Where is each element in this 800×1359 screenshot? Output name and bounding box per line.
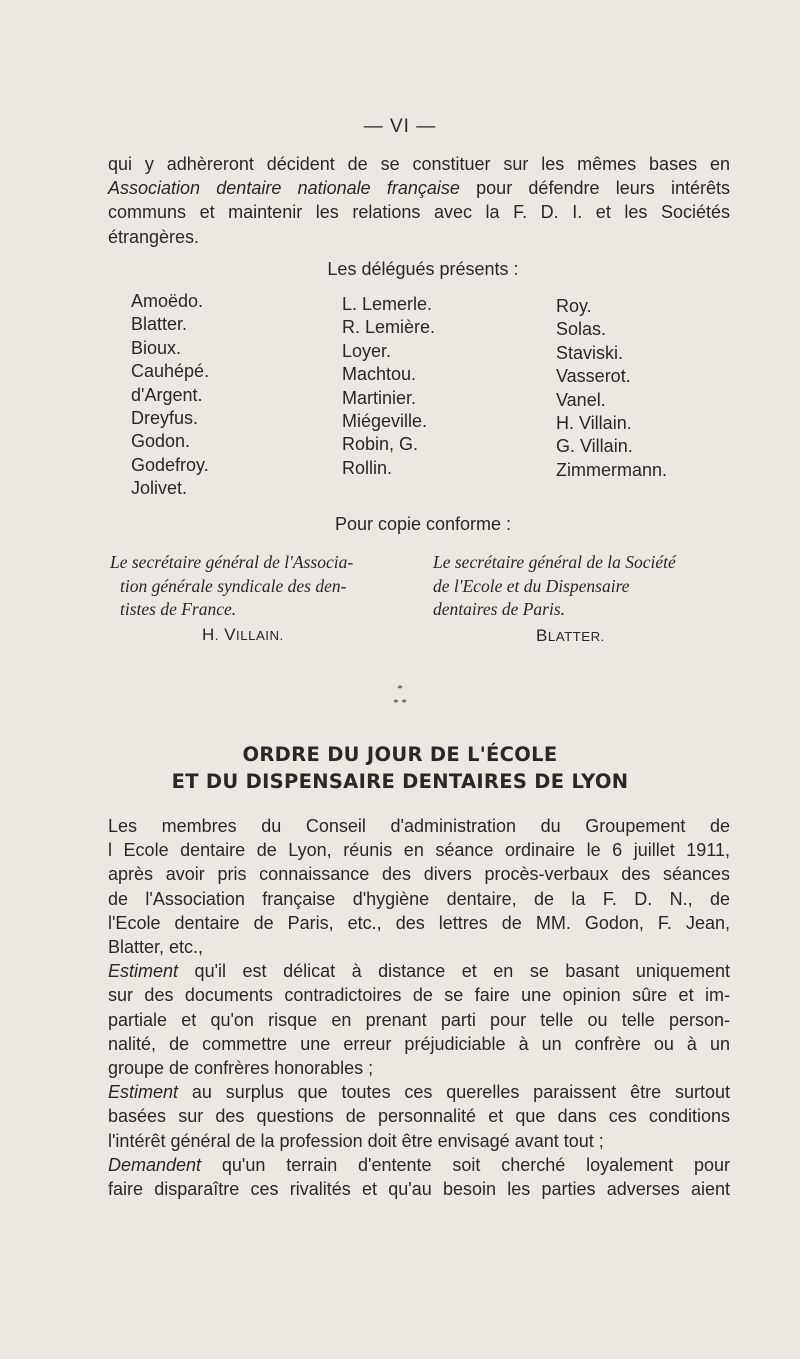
delegate-name: Zimmermann. [556,459,668,480]
text-line [108,176,730,200]
text-line [108,200,730,224]
text-line [108,1032,730,1056]
signature-right-title [433,551,676,622]
text-line [108,959,730,983]
intro-paragraph [108,152,730,249]
body-text [108,814,730,1201]
text-run: Les membres du Conseil d'administration du Groupement de [108,816,730,836]
text-run: faire disparaître ces rivalités et qu'au besoin les parties adverses aient [108,1179,730,1200]
delegates-column-1 [131,290,209,501]
paragraph [108,1153,730,1201]
delegate-name: R. Lemière. [342,317,436,338]
delegate-name: Bioux. [131,337,182,358]
text-line [108,1129,730,1153]
italic-text: Estiment [108,1082,179,1103]
text-run: l Ecole dentaire de Lyon, réunis en séance ordinaire le 6 juillet 1911, [108,840,730,861]
text-line [108,935,730,959]
delegates-column-2 [342,293,435,480]
paragraph [108,814,730,959]
text-run: partiale et qu'on risque en prenant parti pour telle ou telle person- [108,1009,730,1030]
page-number: — VI — [363,116,437,137]
delegate-name: Vasserot. [556,366,631,387]
delegate-name: Roy. [556,296,592,316]
delegate-name: d'Argent. [131,384,203,405]
delegate-name: G. Villain. [556,436,633,457]
text-run: qui y adhèreront décident de se constituer sur les mêmes bases en [108,154,730,174]
signature-title-line: dentaires de Paris. [433,599,566,619]
text-run: pour défendre leurs intérêts [459,178,731,199]
signature-title-line: Le secrétaire général de l'Associa- [110,552,354,572]
copy-heading: Pour copie conforme : [334,514,512,534]
separator-star-top: * [397,683,403,695]
signature-title-line: tion générale syndicale des den- [120,575,347,596]
signature-title-line: tistes de France. [120,599,237,619]
signature-title-line: Le secrétaire général de la Société [433,552,676,572]
delegate-name: Godefroy. [131,454,209,475]
section-title-line-1: ORDRE DU JOUR DE L'ÉCOLE [242,743,558,766]
delegate-name: Machtou. [342,364,417,385]
text-line [108,1056,730,1080]
text-run: communs et maintenir les relations avec la F. D. I. et les Sociétés [108,202,730,223]
text-line [108,152,730,176]
delegate-name: Staviski. [556,342,624,363]
separator-stars-bottom: * * [393,697,407,709]
section-title-line-2: ET DU DISPENSAIRE DENTAIRES DE LYON [171,770,629,793]
signature-left-title [110,551,353,622]
text-run: nalité, de commettre une erreur préjudiciable à un confrère ou à un [108,1033,730,1054]
delegate-name: Miégeville. [342,411,428,432]
delegate-name: L. Lemerle. [342,294,433,314]
text-line [108,814,730,838]
text-run: l'Ecole dentaire de Paris, etc., des lettres de MM. Godon, F. Jean, [108,912,730,933]
paragraph [108,959,730,1080]
text-run: groupe de confrères honorables ; [108,1058,374,1079]
text-run: au surplus que toutes ces querelles paraissent être surtout [178,1082,730,1103]
text-run: après avoir pris connaissance des divers procès-verbaux des séances [108,864,730,885]
text-line [108,838,730,862]
delegates-column-3 [556,295,667,482]
text-line [108,887,730,911]
delegate-name: Rollin. [342,457,393,478]
signature-title-line: de l'Ecole et du Dispensaire [433,575,630,596]
text-run: basées sur des questions de personnalité et que dans ces conditions [108,1106,730,1127]
delegate-name: Martinier. [342,387,417,408]
delegate-name: Amoëdo. [131,291,204,311]
delegate-name: Godon. [131,431,191,452]
text-line [108,1177,730,1201]
delegate-name: Jolivet. [131,478,188,499]
text-line [108,1104,730,1128]
delegate-name: Robin, G. [342,434,419,455]
italic-text: Association dentaire nationale française [108,178,460,199]
delegate-name: Dreyfus. [131,408,199,429]
text-run: qu'un terrain d'entente soit cherché loyalement pour [201,1154,730,1175]
delegate-name: Blatter. [131,314,188,335]
delegates-heading: Les délégués présents : [327,259,519,279]
text-line [108,911,730,935]
signature-left-name: H. VILLAIN. [202,625,284,644]
italic-text: Demandent [108,1154,202,1175]
text-run: de l'Association française d'hygiène dentaire, de la F. D. N., de [108,888,730,909]
text-run: sur des documents contradictoires de se faire une opinion sûre et im- [108,985,730,1006]
italic-text: Estiment [108,961,179,982]
text-line [108,862,730,886]
paragraph [108,1080,730,1153]
text-line [108,983,730,1007]
delegate-name: H. Villain. [556,413,632,434]
delegate-name: Cauhépé. [131,361,210,382]
text-run: l'intérêt général de la profession doit être envisagé avant tout ; [108,1130,604,1151]
text-run: qu'il est délicat à distance et en se basant uniquement [178,961,730,982]
delegate-name: Vanel. [556,389,606,410]
delegate-name: Solas. [556,319,607,340]
text-line [108,1008,730,1032]
text-line [108,1080,730,1104]
text-line [108,225,730,249]
text-line [108,1153,730,1177]
text-run: Blatter, etc., [108,937,204,958]
signature-right-name: BLATTER. [536,626,605,645]
text-run: étrangères. [108,226,200,247]
delegate-name: Loyer. [342,340,392,361]
section-title [0,741,800,795]
